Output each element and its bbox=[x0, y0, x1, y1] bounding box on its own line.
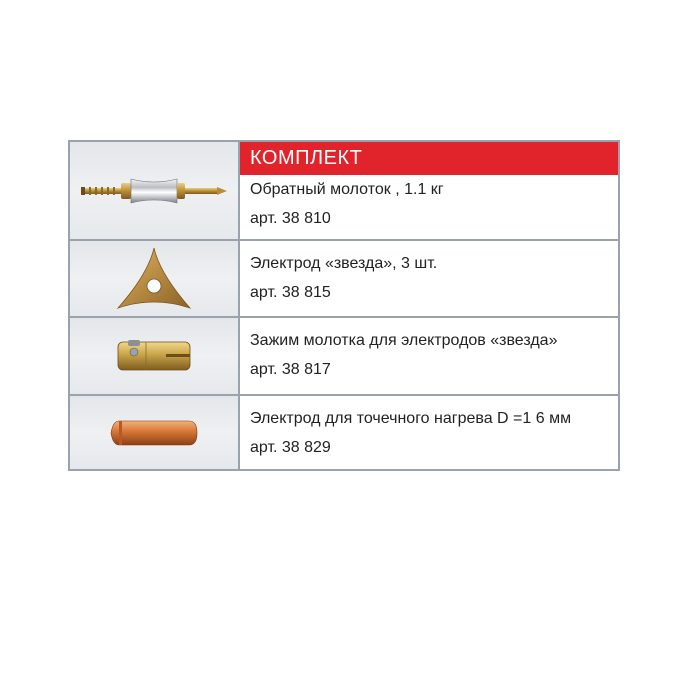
item-name: Обратный молоток , 1.1 кг bbox=[250, 181, 444, 198]
item-article: арт. 38 810 bbox=[250, 210, 331, 227]
item-name: Электрод для точечного нагрева D =1 6 мм bbox=[250, 410, 572, 427]
image-cell-heating-electrode bbox=[70, 394, 240, 469]
item-text-star-electrode bbox=[240, 239, 618, 316]
star-electrode-icon bbox=[114, 244, 194, 314]
item-text-slide-hammer bbox=[240, 175, 618, 239]
item-name: Зажим молотка для электродов «звезда» bbox=[250, 332, 558, 349]
image-cell-hammer-clamp bbox=[70, 316, 240, 394]
item-text-hammer-clamp bbox=[240, 316, 618, 394]
kit-table bbox=[68, 140, 620, 471]
kit-header: КОМПЛЕКТ bbox=[240, 142, 618, 175]
item-article: арт. 38 815 bbox=[250, 284, 331, 301]
heating-electrode-icon bbox=[109, 415, 199, 451]
hammer-clamp-icon bbox=[114, 334, 194, 378]
slide-hammer-icon bbox=[79, 171, 229, 211]
image-cell-slide-hammer bbox=[70, 142, 240, 239]
item-article: арт. 38 817 bbox=[250, 361, 331, 378]
item-article: арт. 38 829 bbox=[250, 439, 331, 456]
image-cell-star-electrode bbox=[70, 239, 240, 316]
item-text-heating-electrode bbox=[240, 394, 618, 469]
item-name: Электрод «звезда», 3 шт. bbox=[250, 255, 438, 272]
